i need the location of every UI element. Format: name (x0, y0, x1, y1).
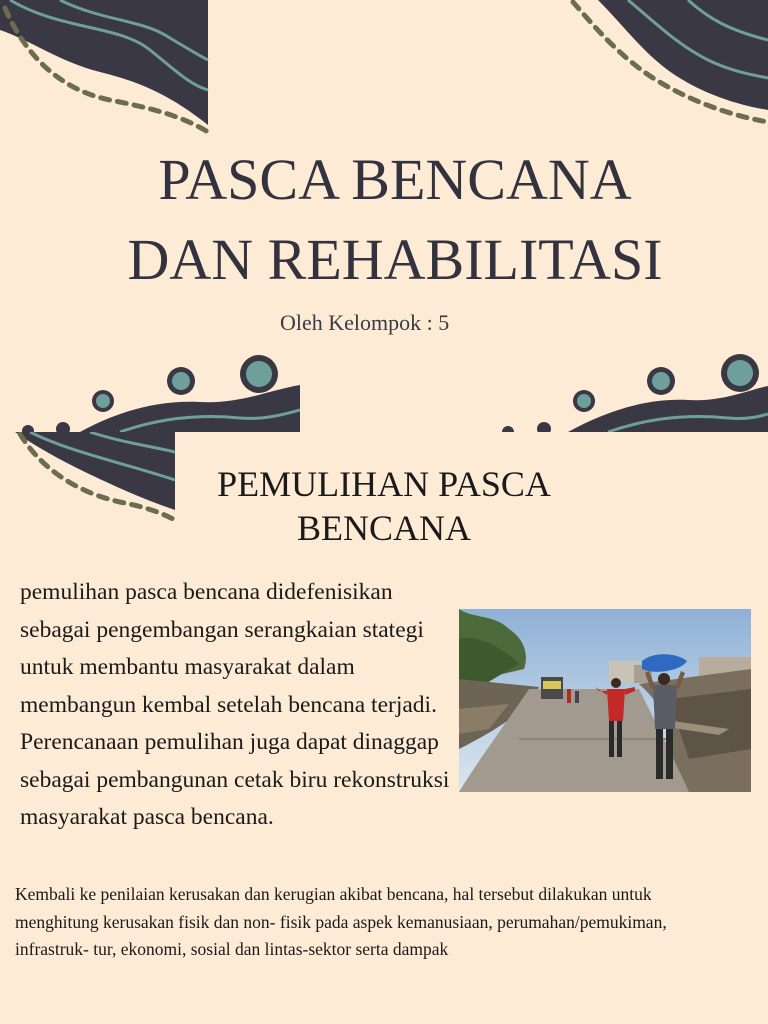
wave-decoration-slide2 (0, 432, 180, 524)
wave-decoration-bottom-left (0, 340, 300, 432)
presentation-title: PASCA BENCANA DAN REHABILITASI (127, 147, 663, 292)
section-heading: PEMULIHAN PASCA BENCANA (217, 464, 551, 548)
wave-decoration-top-left (0, 0, 210, 135)
disaster-recovery-photo (459, 609, 751, 792)
content-slide (0, 432, 768, 1024)
title-slide (0, 0, 768, 432)
group-byline: Oleh Kelompok : 5 (280, 310, 450, 335)
wave-decoration-bottom-right (468, 340, 768, 432)
wave-decoration-top-right (568, 0, 768, 130)
definition-paragraph: pemulihan pasca bencana didefenisikan sebagai pengembangan serangkaian stategi untuk membantu masyarakat dalam membangun kembal setelah bencana terjadi. Perencanaan pemulihan juga dapat dinaggap sebagai pembangunan cetak biru rekonstruksi masyarakat pasca bencana. (20, 579, 450, 830)
assessment-note: Kembali ke penilaian kerusakan dan kerugian akibat bencana, hal tersebut dilakukan untuk menghitung kerusakan fisik dan non- fisik pada aspek kemanusiaan, perumahan/pemukiman, infrastruk- tur, ekonomi, sosial dan lintas-sektor serta dampak (15, 884, 667, 959)
